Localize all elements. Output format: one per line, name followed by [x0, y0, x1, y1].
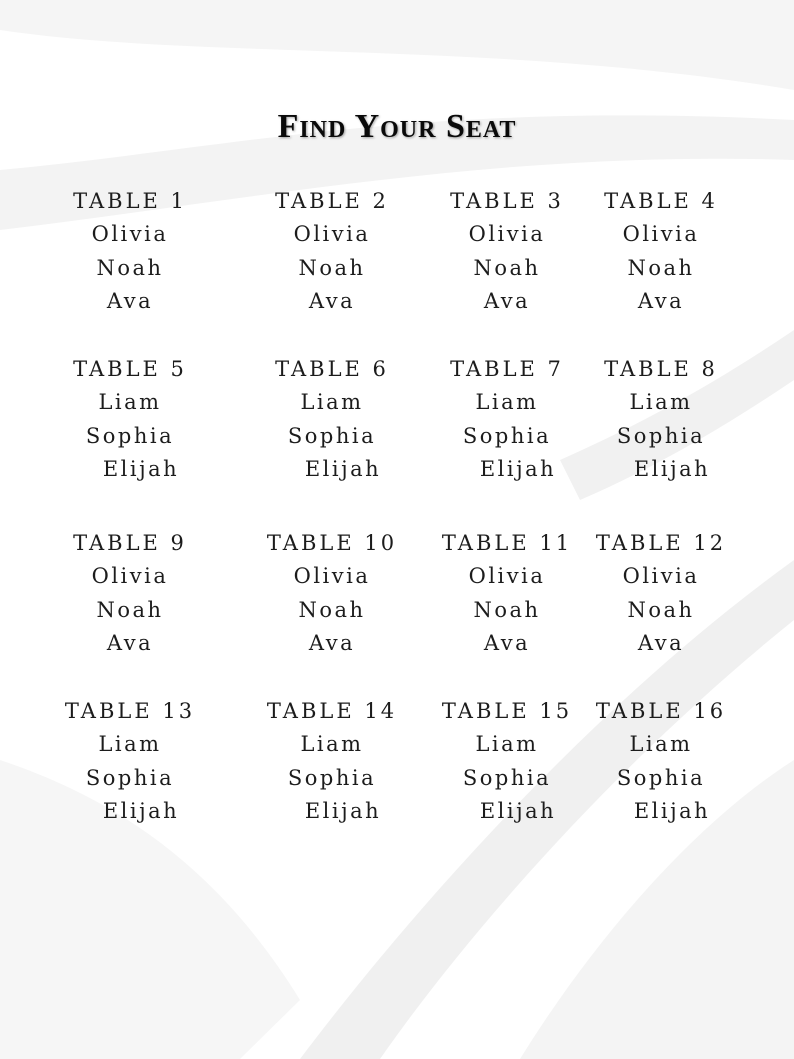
table-label: TABLE 7 — [450, 357, 564, 381]
table-card — [422, 526, 592, 661]
guest-name: Olivia — [468, 222, 546, 246]
guest-name: Elijah — [633, 799, 711, 823]
table-label: TABLE 14 — [266, 699, 398, 723]
guest-name: Liam — [98, 732, 162, 756]
guest-name: Noah — [627, 255, 695, 280]
table-card — [576, 184, 746, 319]
guest-name: Liam — [629, 390, 693, 414]
table-label: TABLE 13 — [64, 699, 196, 723]
guest-name: Sophia — [287, 423, 377, 448]
guest-name: Elijah — [633, 457, 711, 481]
table-label: TABLE 5 — [73, 357, 187, 381]
guest-name: Elijah — [304, 799, 382, 823]
guest-name: Olivia — [622, 222, 700, 246]
guest-name: Ava — [308, 631, 356, 655]
guest-name: Olivia — [622, 564, 700, 588]
page-title: Find Your Seat — [277, 108, 517, 145]
guest-name: Ava — [637, 289, 685, 313]
guest-name: Olivia — [293, 222, 371, 246]
table-card — [576, 526, 746, 661]
guest-name: Ava — [637, 631, 685, 655]
guest-name: Sophia — [462, 765, 552, 790]
table-card — [45, 184, 215, 319]
table-label: TABLE 15 — [441, 699, 573, 723]
guest-name: Ava — [106, 631, 154, 655]
table-label: TABLE 3 — [450, 189, 564, 213]
table-card — [576, 352, 746, 487]
guest-name: Ava — [483, 631, 531, 655]
table-label: TABLE 8 — [604, 357, 718, 381]
guest-name: Noah — [298, 597, 366, 622]
table-card — [45, 526, 215, 661]
table-label: TABLE 4 — [604, 189, 718, 213]
guest-name: Ava — [106, 289, 154, 313]
guest-name: Noah — [627, 597, 695, 622]
guest-name: Sophia — [462, 423, 552, 448]
table-label: TABLE 16 — [595, 699, 727, 723]
guest-name: Noah — [473, 597, 541, 622]
guest-name: Olivia — [91, 222, 169, 246]
table-label: TABLE 12 — [595, 531, 727, 555]
table-card — [247, 526, 417, 661]
guest-name: Liam — [475, 390, 539, 414]
guest-name: Liam — [300, 390, 364, 414]
guest-name: Elijah — [479, 799, 557, 823]
guest-name: Noah — [96, 597, 164, 622]
guest-name: Elijah — [479, 457, 557, 481]
table-card — [247, 694, 417, 829]
table-card — [422, 352, 592, 487]
guest-name: Sophia — [85, 423, 175, 448]
guest-name: Liam — [300, 732, 364, 756]
guest-name: Elijah — [304, 457, 382, 481]
guest-name: Ava — [308, 289, 356, 313]
guest-name: Olivia — [91, 564, 169, 588]
guest-name: Liam — [98, 390, 162, 414]
table-card — [247, 184, 417, 319]
guest-name: Noah — [298, 255, 366, 280]
table-label: TABLE 10 — [266, 531, 398, 555]
guest-name: Liam — [475, 732, 539, 756]
guest-name: Noah — [473, 255, 541, 280]
table-card — [247, 352, 417, 487]
guest-name: Sophia — [85, 765, 175, 790]
table-card — [576, 694, 746, 829]
guest-name: Elijah — [102, 799, 180, 823]
table-card — [422, 184, 592, 319]
guest-name: Elijah — [102, 457, 180, 481]
table-label: TABLE 2 — [275, 189, 389, 213]
guest-name: Olivia — [468, 564, 546, 588]
table-label: TABLE 6 — [275, 357, 389, 381]
table-label: TABLE 11 — [441, 531, 573, 555]
guest-name: Noah — [96, 255, 164, 280]
table-card — [45, 352, 215, 487]
guest-name: Olivia — [293, 564, 371, 588]
table-label: TABLE 1 — [73, 189, 187, 213]
guest-name: Liam — [629, 732, 693, 756]
table-card — [45, 694, 215, 829]
table-label: TABLE 9 — [73, 531, 187, 555]
table-card — [422, 694, 592, 829]
guest-name: Sophia — [616, 765, 706, 790]
guest-name: Sophia — [287, 765, 377, 790]
guest-name: Sophia — [616, 423, 706, 448]
guest-name: Ava — [483, 289, 531, 313]
